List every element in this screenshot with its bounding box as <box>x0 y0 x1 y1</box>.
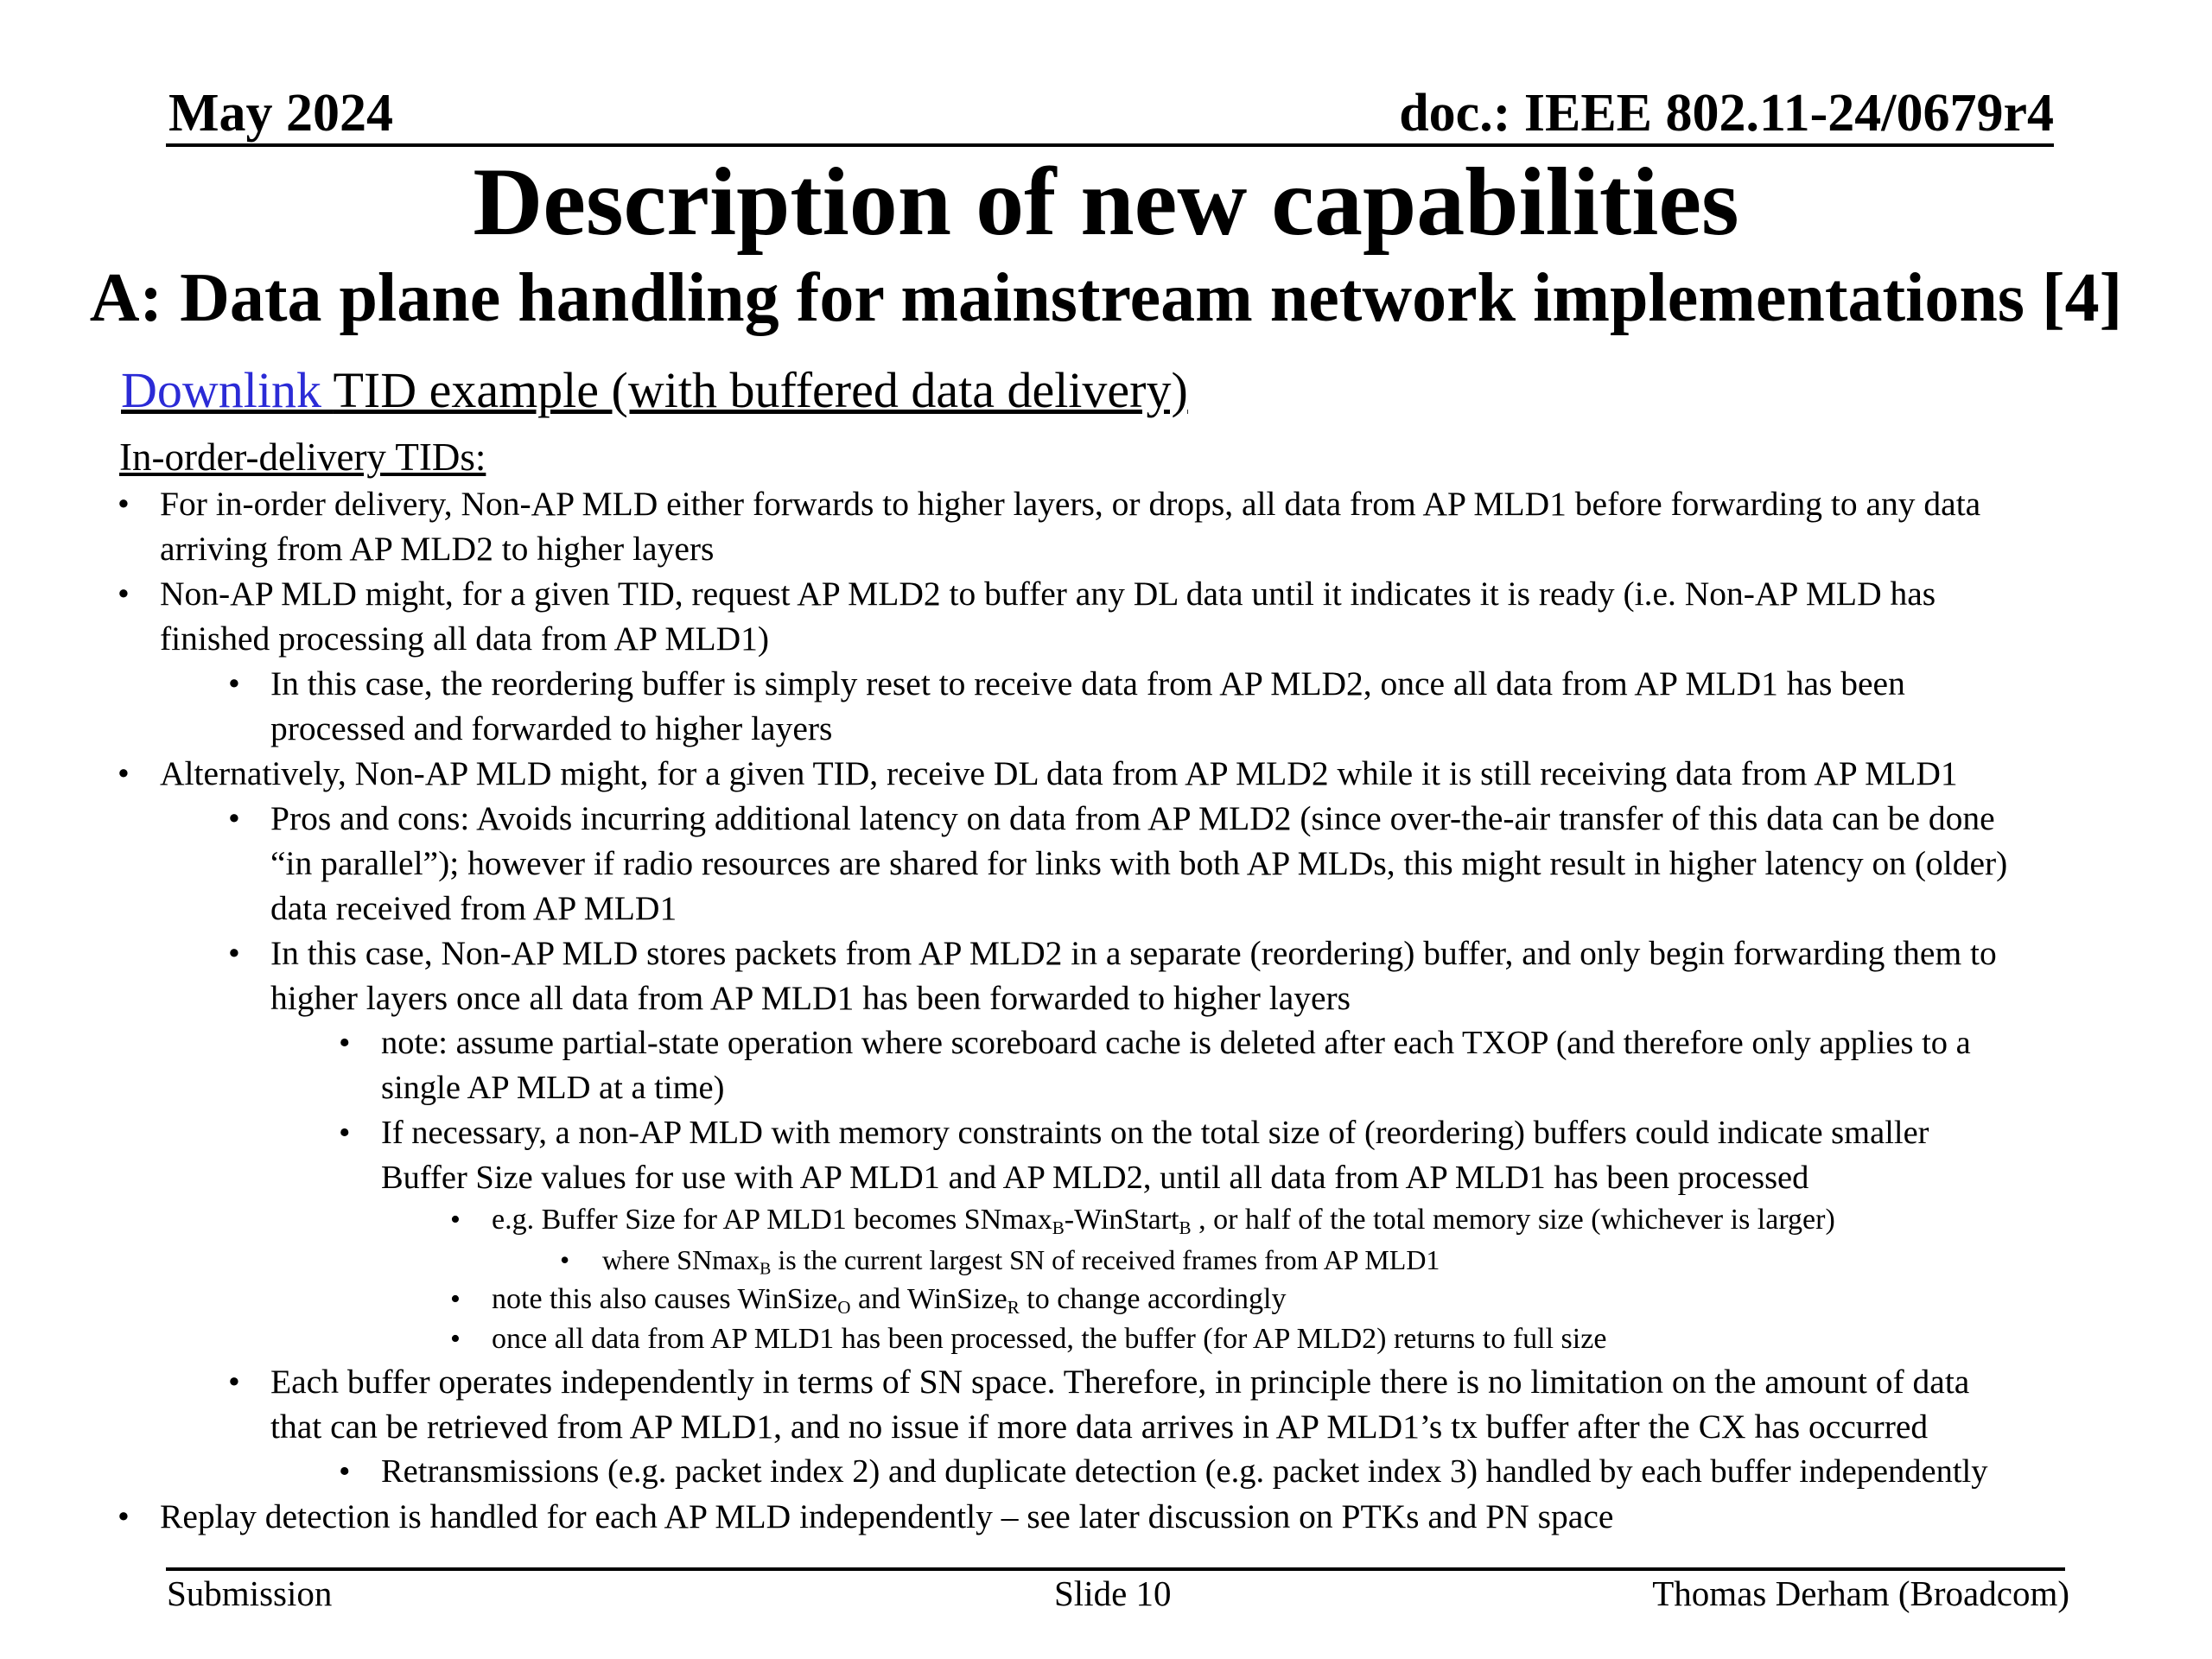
list-item-text: Retransmissions (e.g. packet index 2) and duplicate detection (e.g. packet index 3) handled by each buffer independently <box>381 1453 1988 1490</box>
bullet-marker: • <box>450 1323 461 1355</box>
bullet-marker: • <box>118 575 130 613</box>
text-line: single AP MLD at a time) <box>381 1070 725 1106</box>
bullet-marker: • <box>450 1204 461 1236</box>
text-line: processed and forwarded to higher layers <box>270 709 833 747</box>
text-line: that can be retrieved from AP MLD1, and no issue if more data arrives in AP MLD1’s tx buffer after the CX has occurred <box>270 1408 1929 1446</box>
bullet-marker: • <box>228 1363 240 1401</box>
text-line: In this case, Non-AP MLD stores packets from AP MLD2 in a separate (reordering) buffer, and only begin forwarding them to <box>270 934 1997 972</box>
list-item-text <box>270 1359 1969 1449</box>
list-item-text <box>381 1020 1971 1110</box>
text-line: higher layers once all data from AP MLD1 has been forwarded to higher layers <box>270 979 1351 1017</box>
bullet-marker: • <box>450 1283 461 1315</box>
list-item-text <box>381 1110 1929 1200</box>
text-line: note: assume partial-state operation where scoreboard cache is deleted after each TXOP (and therefore only applies to a <box>381 1025 1971 1061</box>
intro-heading: In-order-delivery TIDs: <box>119 435 486 479</box>
bullet-marker: • <box>339 1025 351 1061</box>
bullet-marker: • <box>339 1453 351 1490</box>
footer-author: Thomas Derham (Broadcom) <box>1652 1573 2069 1613</box>
footer-rule <box>166 1567 2065 1571</box>
bullet-marker: • <box>228 934 240 972</box>
list-item-text: e.g. Buffer Size for AP MLD1 becomes SNmax$_B$-WinStart$_B$ , or half of the total memory size (whichever is larger) <box>492 1204 1835 1238</box>
text-line: Pros and cons: Avoids incurring additional latency on data from AP MLD2 (since over-the-air transfer of this data can be done <box>270 799 1995 837</box>
list-item-text: note this also causes WinSize$_O$ and WinSize$_R$ to change accordingly <box>492 1283 1287 1318</box>
list-item-text <box>270 796 2007 931</box>
text-line: If necessary, a non-AP MLD with memory constraints on the total size of (reordering) buffers could indicate smaller <box>381 1115 1929 1151</box>
text-line: arriving from AP MLD2 to higher layers <box>160 530 715 568</box>
list-item-text <box>160 571 1936 661</box>
bullet-marker: • <box>339 1115 351 1151</box>
bullet-marker: • <box>118 485 130 523</box>
list-item-text: where SNmax$_B$ is the current largest SN of received frames from AP MLD1 <box>602 1244 1440 1279</box>
list-item-text: once all data from AP MLD1 has been processed, the buffer (for AP MLD2) returns to full size <box>492 1323 1607 1355</box>
bullet-marker: • <box>118 1497 130 1535</box>
text-line: For in-order delivery, Non-AP MLD either forwards to higher layers, or drops, all data from AP MLD1 before forwarding to any data <box>160 485 1981 523</box>
text-line: In this case, the reordering buffer is simply reset to receive data from AP MLD2, once all data from AP MLD1 has been <box>270 664 1905 702</box>
slide-subtitle: A: Data plane handling for mainstream network implementations [4] <box>89 260 2123 336</box>
bullet-marker: • <box>118 754 130 792</box>
section-heading <box>121 361 1188 419</box>
text-line: Alternatively, Non-AP MLD might, for a given TID, receive DL data from AP MLD2 while it is still receiving data from AP MLD1 <box>160 754 1958 792</box>
text-line: finished processing all data from AP MLD1) <box>160 620 770 658</box>
bullet-marker: • <box>228 799 240 837</box>
text-line: Non-AP MLD might, for a given TID, request AP MLD2 to buffer any DL data until it indicates it is ready (i.e. Non-AP MLD has <box>160 575 1936 613</box>
bullet-marker: • <box>560 1244 570 1275</box>
list-item-text <box>160 481 1980 571</box>
section-heading-rest: TID example (with buffered data delivery) <box>333 362 1188 418</box>
text-line: Each buffer operates independently in terms of SN space. Therefore, in principle there is no limitation on the amount of data <box>270 1363 1970 1401</box>
list-item-text: Replay detection is handled for each AP MLD independently – see later discussion on PTKs and PN space <box>160 1497 1614 1535</box>
list-item-text <box>270 931 1997 1020</box>
list-item-text <box>160 751 1958 796</box>
text-line: “in parallel”); however if radio resources are shared for links with both AP MLDs, this might result in higher latency on (older) <box>270 844 2008 882</box>
downlink-link[interactable]: Downlink <box>121 362 334 418</box>
footer-submission: Submission <box>167 1573 333 1613</box>
bullet-marker: • <box>228 664 240 702</box>
list-item-text <box>270 661 1905 751</box>
text-line: data received from AP MLD1 <box>270 889 677 927</box>
footer-slide-number: Slide 10 <box>1054 1573 1172 1613</box>
header-doc-number: doc.: IEEE 802.11-24/0679r4 <box>1399 84 2054 143</box>
text-line: Buffer Size values for use with AP MLD1 and AP MLD2, until all data from AP MLD1 has been processed <box>381 1160 1809 1196</box>
header-date: May 2024 <box>168 84 394 143</box>
slide-title: Description of new capabilities <box>473 149 1739 256</box>
